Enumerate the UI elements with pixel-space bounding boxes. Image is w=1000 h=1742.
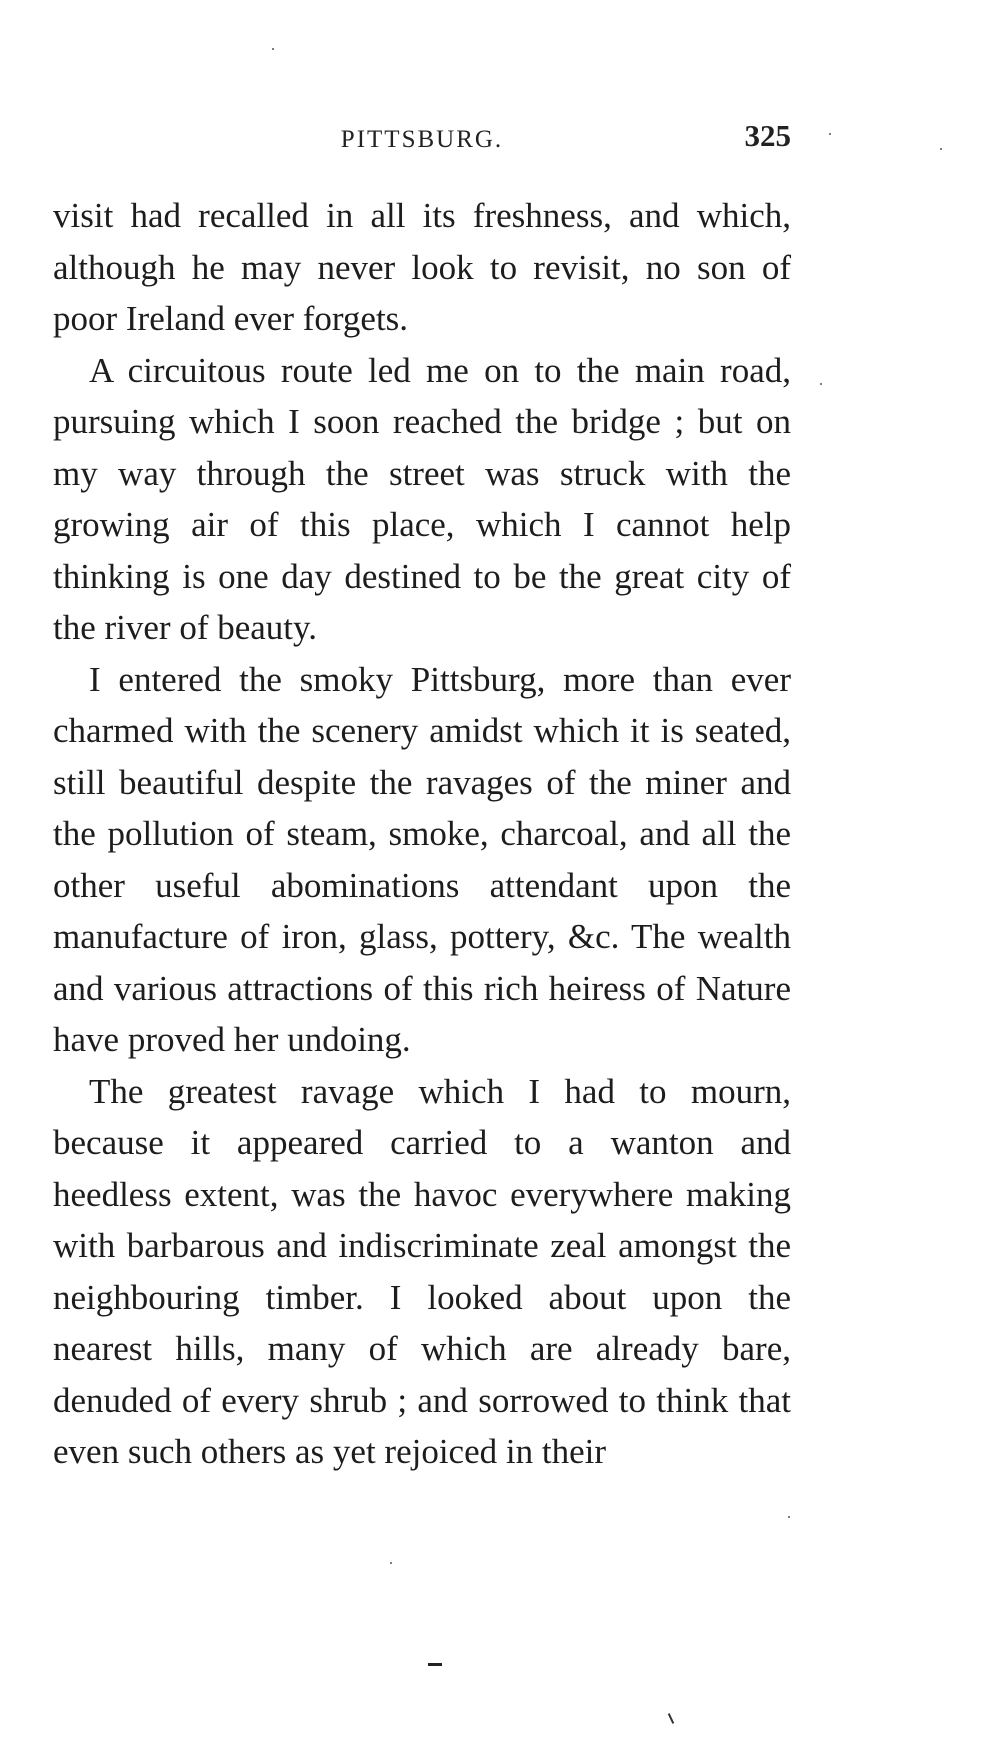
paper-speck <box>788 1516 790 1518</box>
paper-speck <box>829 133 831 135</box>
paper-speck <box>272 48 274 50</box>
paper-speck <box>820 383 822 385</box>
running-head <box>53 118 791 158</box>
page-number: 325 <box>744 118 791 153</box>
paper-speck <box>940 148 942 150</box>
stray-tick-mark <box>668 1713 674 1724</box>
paragraph-continued: visit had recalled in all its freshness, and which, although he may never look to revisit, no son of poor Ireland ever forgets. <box>53 196 791 338</box>
running-title: PITTSBURG. <box>340 126 504 153</box>
paragraph-pittsburg: I entered the smoky Pittsburg, more than ever charmed with the scenery amidst which it is seated, still beautiful despite the ravages of the miner and the pollution of steam, smoke, charcoal, and all the other useful abominations attendant upon the manufacture of iron, glass, pottery, &c. The wealth and various attractions of this rich heiress of Nature have proved her undoing. <box>53 659 791 1059</box>
paper-speck <box>390 1562 392 1564</box>
paragraph-route: A circuitous route led me on to the main road, pursuing which I soon reached the bridge ; but on my way through the street was struck with the growing air of this place, which I cannot help thinking is one day destined to be the great city of the river of beauty. <box>53 350 791 647</box>
paragraph-ravage: The greatest ravage which I had to mourn, because it appeared carried to a wanton and heedless extent, was the havoc everywhere making with barbarous and indiscriminate zeal amongst the neighbouring timber. I looked about upon the nearest hills, many of which are already bare, denuded of every shrub ; and sorrowed to think that even such others as yet rejoiced in their <box>53 1071 791 1471</box>
stray-dash-mark <box>428 1663 442 1666</box>
body-text <box>53 190 791 1478</box>
